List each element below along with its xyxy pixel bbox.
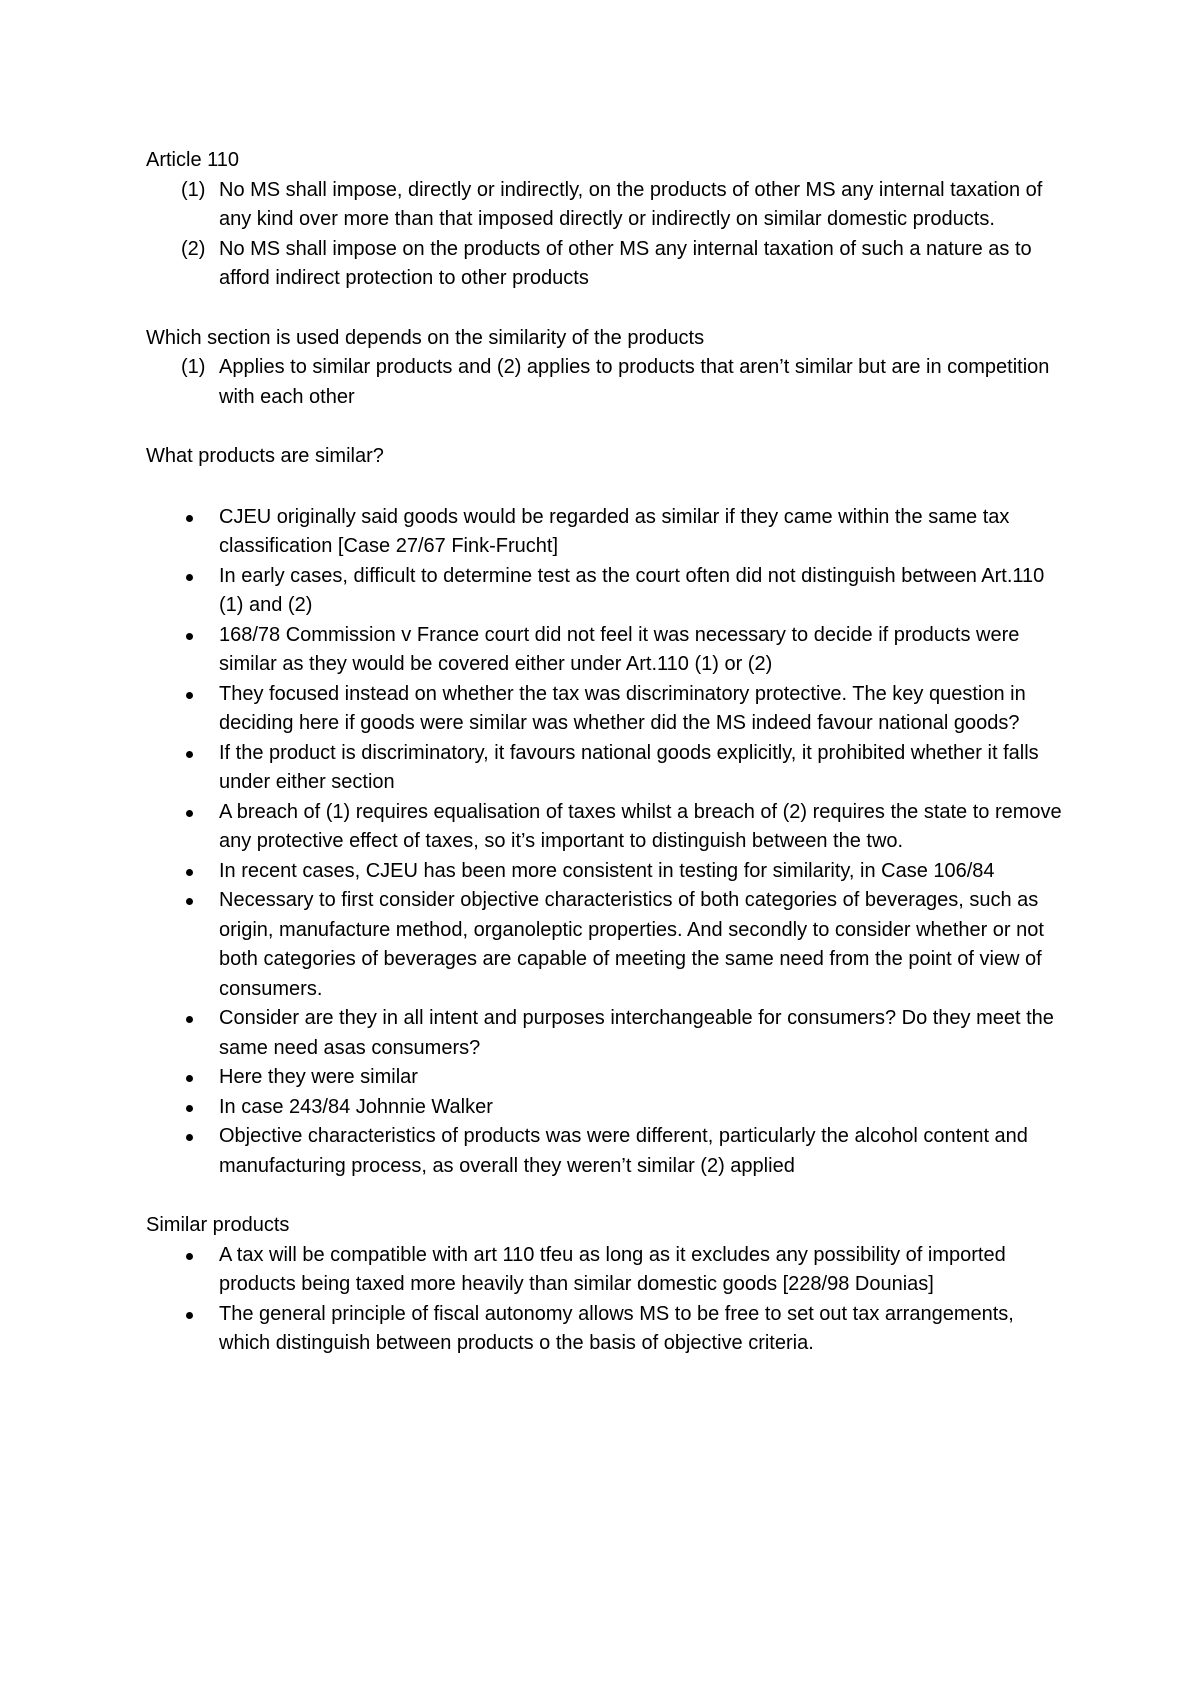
bullet-item — [146, 886, 1066, 1004]
bullet-item — [146, 1241, 1066, 1300]
bullet-icon — [186, 1075, 193, 1082]
bullet-text: The general principle of fiscal autonomy allows MS to be free to set out tax arrangements, which distinguish between products o the basis of objective criteria. — [219, 1302, 1014, 1354]
bullet-icon — [186, 515, 193, 522]
article-item-1 — [146, 176, 1066, 235]
article-item-2 — [146, 235, 1066, 294]
bullet-icon — [186, 810, 193, 817]
spacer — [146, 472, 1066, 503]
spacer — [146, 412, 1066, 442]
document-page — [146, 146, 1066, 1359]
bullet-text: CJEU originally said goods would be regarded as similar if they came within the same tax classification [Case 27/67 Fink-Frucht] — [219, 505, 1010, 557]
bullet-item — [146, 680, 1066, 739]
spacer — [146, 1181, 1066, 1211]
list-item-text: No MS shall impose, directly or indirectly, on the products of other MS any internal taxation of any kind over more than that imposed directly or indirectly on similar domestic products. — [219, 178, 1043, 230]
bullet-item — [146, 1063, 1066, 1093]
bullet-text: A tax will be compatible with art 110 tfeu as long as it excludes any possibility of imported products being taxed more heavily than similar domestic goods [228/98 Dounias] — [219, 1243, 1006, 1295]
bullet-text: In recent cases, CJEU has been more consistent in testing for similarity, in Case 106/84 — [219, 859, 995, 882]
bullet-text: In case 243/84 Johnnie Walker — [219, 1095, 493, 1118]
bullet-item — [146, 1300, 1066, 1359]
bullet-icon — [186, 1105, 193, 1112]
bullet-text: 168/78 Commission v France court did not feel it was necessary to decide if products were similar as they would be covered either under Art.110 (1) or (2) — [219, 623, 1020, 675]
section-item-1 — [146, 353, 1066, 412]
bullet-item — [146, 857, 1066, 887]
bullet-item — [146, 503, 1066, 562]
section-list — [146, 353, 1066, 412]
bullet-text: If the product is discriminatory, it favours national goods explicitly, it prohibited whether it falls under either section — [219, 741, 1039, 793]
bullet-item — [146, 1004, 1066, 1063]
bullet-item — [146, 621, 1066, 680]
bullet-item — [146, 1122, 1066, 1181]
similar-question-heading: What products are similar? — [146, 445, 384, 467]
bullet-icon — [186, 898, 193, 905]
bullet-icon — [186, 692, 193, 699]
list-number: (2) — [181, 237, 206, 260]
bullet-item — [146, 739, 1066, 798]
bullet-icon — [186, 751, 193, 758]
bullet-icon — [186, 633, 193, 640]
similar-products-heading: Similar products — [146, 1214, 290, 1236]
bullet-icon — [186, 869, 193, 876]
bullet-text: Necessary to first consider objective characteristics of both categories of beverages, such as origin, manufacture method, organoleptic properties. And secondly to consider whether or not both categories of beverages are capable of meeting the same need from the point of view of consumers. — [219, 889, 1044, 1000]
bullet-icon — [186, 1016, 193, 1023]
bullet-icon — [186, 574, 193, 581]
bullet-text: Objective characteristics of products was were different, particularly the alcohol content and manufacturing process, as overall they weren’t similar (2) applied — [219, 1125, 1028, 1177]
bullet-text: A breach of (1) requires equalisation of taxes whilst a breach of (2) requires the state to remove any protective effect of taxes, so it’s important to distinguish between the two. — [219, 800, 1062, 852]
list-number: (1) — [181, 178, 206, 201]
article-list — [146, 176, 1066, 294]
bullet-text: Here they were similar — [219, 1066, 418, 1088]
bullet-text: They focused instead on whether the tax was discriminatory protective. The key question in deciding here if goods were similar was whether did the MS indeed favour national goods? — [219, 682, 1026, 734]
bullet-icon — [186, 1312, 193, 1319]
similar-question-bullets — [146, 503, 1066, 1182]
bullet-text: In early cases, difficult to determine test as the court often did not distinguish between Art.110 (1) and (2) — [219, 564, 1045, 616]
similar-products-bullets — [146, 1241, 1066, 1359]
spacer — [146, 294, 1066, 324]
list-number: (1) — [181, 356, 206, 378]
list-item-text: Applies to similar products and (2) applies to products that aren’t similar but are in competition with each other — [219, 356, 1050, 408]
bullet-item — [146, 1093, 1066, 1123]
bullet-item — [146, 798, 1066, 857]
bullet-item — [146, 562, 1066, 621]
bullet-text: Consider are they in all intent and purposes interchangeable for consumers? Do they meet the same need asas consumers? — [219, 1007, 1054, 1059]
list-item-text: No MS shall impose on the products of other MS any internal taxation of such a nature as to afford indirect protection to other products — [219, 237, 1032, 289]
bullet-icon — [186, 1253, 193, 1260]
article-heading: Article 110 — [146, 149, 240, 171]
section-heading: Which section is used depends on the similarity of the products — [146, 326, 705, 349]
bullet-icon — [186, 1134, 193, 1141]
